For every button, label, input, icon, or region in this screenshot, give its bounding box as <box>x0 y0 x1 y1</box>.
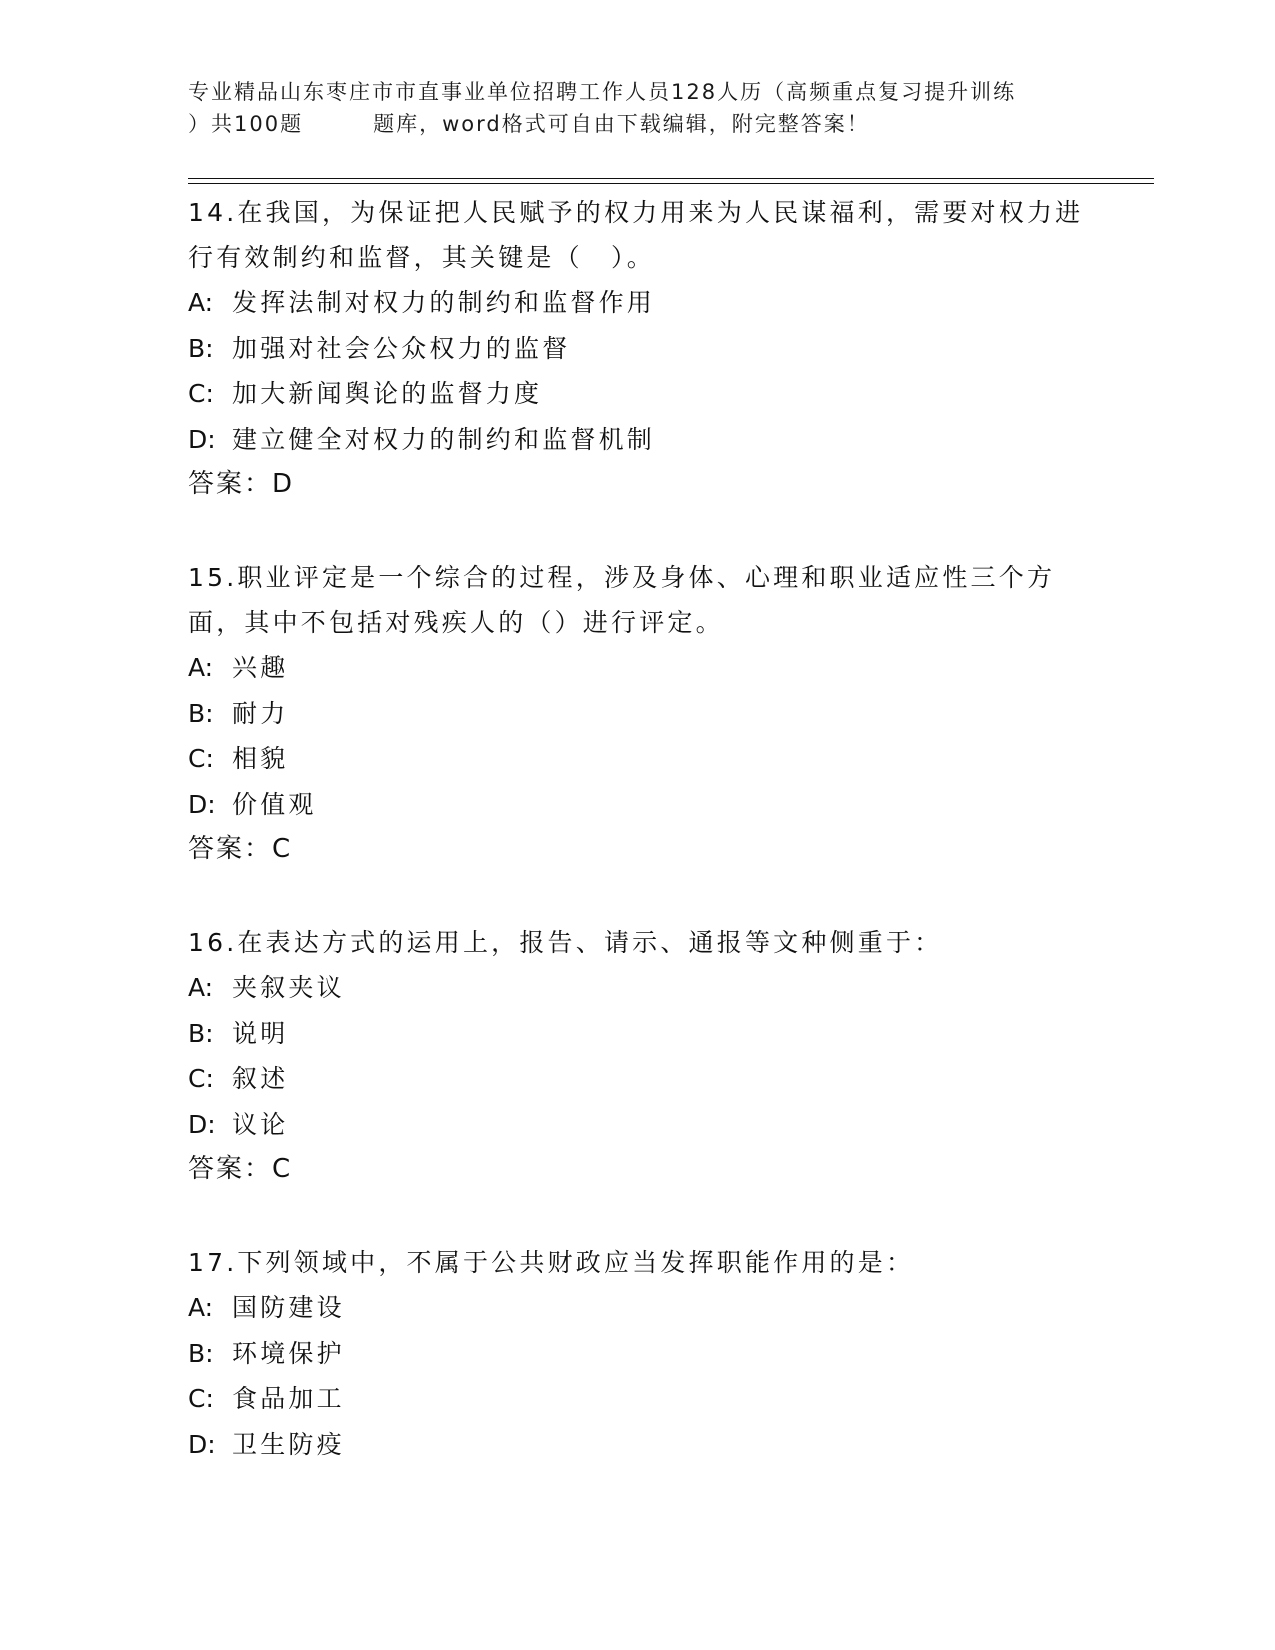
option-text: 环境保护 <box>232 1338 345 1368</box>
option-text: 卫生防疫 <box>232 1429 345 1459</box>
option-label: D: <box>188 424 216 454</box>
option-b <box>188 1331 1088 1377</box>
option-label: C: <box>188 1384 214 1413</box>
question-text: 14.在我国，为保证把人民赋予的权力用来为人民谋福利，需要对权力进行有效制约和监督，其关键是（ ）。 <box>188 198 1084 272</box>
option-text: 加强对社会公众权力的监督 <box>232 333 571 363</box>
document-header <box>188 76 1088 140</box>
question-17 <box>188 1240 1088 1467</box>
header-line-1: 专业精品山东枣庄市市直事业单位招聘工作人员128人历（高频重点复习提升训练 <box>188 80 1017 104</box>
answer-line: 答案：C <box>188 834 293 864</box>
option-d <box>188 782 1088 828</box>
option-b <box>188 326 1088 372</box>
option-a <box>188 1285 1088 1331</box>
question-text: 15.职业评定是一个综合的过程，涉及身体、心理和职业适应性三个方面，其中不包括对残疾人的（）进行评定。 <box>188 563 1056 637</box>
option-label: B: <box>188 698 214 728</box>
option-label: B: <box>188 1338 214 1368</box>
option-label: C: <box>188 1064 214 1093</box>
option-text: 夹叙夹议 <box>232 973 345 1002</box>
question-16 <box>188 920 1088 1192</box>
option-c <box>188 736 1088 782</box>
question-14 <box>188 190 1088 507</box>
option-label: B: <box>188 333 214 363</box>
option-d <box>188 1102 1088 1148</box>
header-divider-top <box>188 178 1154 179</box>
option-label: D: <box>188 789 216 819</box>
option-text: 发挥法制对权力的制约和监督作用 <box>232 288 656 317</box>
answer-line: 答案：C <box>188 1154 293 1184</box>
header-line-2-left: ）共100题 <box>188 112 304 136</box>
option-a <box>188 965 1088 1011</box>
option-label: B: <box>188 1018 214 1048</box>
option-label: C: <box>188 379 214 408</box>
option-text: 价值观 <box>232 789 317 819</box>
option-text: 国防建设 <box>232 1293 345 1322</box>
question-15 <box>188 555 1088 872</box>
header-divider-bottom <box>188 183 1154 184</box>
option-label: A: <box>188 1293 214 1322</box>
option-text: 议论 <box>232 1109 289 1139</box>
option-label: A: <box>188 973 214 1002</box>
header-line-2-right: 题库，word格式可自由下载编辑，附完整答案！ <box>373 112 870 136</box>
question-list <box>188 190 1088 1467</box>
option-text: 加大新闻舆论的监督力度 <box>232 379 543 408</box>
option-d <box>188 1422 1088 1468</box>
option-text: 建立健全对权力的制约和监督机制 <box>232 424 656 454</box>
option-text: 耐力 <box>232 698 289 728</box>
question-text: 17.下列领域中，不属于公共财政应当发挥职能作用的是： <box>188 1248 915 1277</box>
answer-line: 答案：D <box>188 469 295 499</box>
option-a <box>188 280 1088 326</box>
option-d <box>188 417 1088 463</box>
option-text: 食品加工 <box>232 1384 345 1413</box>
option-text: 叙述 <box>232 1064 289 1093</box>
option-label: A: <box>188 653 214 682</box>
question-text: 16.在表达方式的运用上，报告、请示、通报等文种侧重于： <box>188 928 943 957</box>
option-text: 相貌 <box>232 744 289 773</box>
option-b <box>188 691 1088 737</box>
option-a <box>188 645 1088 691</box>
option-c <box>188 1376 1088 1422</box>
option-b <box>188 1011 1088 1057</box>
option-label: D: <box>188 1429 216 1459</box>
option-text: 说明 <box>232 1018 289 1048</box>
option-label: D: <box>188 1109 216 1139</box>
option-c <box>188 1056 1088 1102</box>
option-c <box>188 371 1088 417</box>
option-label: A: <box>188 288 214 317</box>
option-label: C: <box>188 744 214 773</box>
option-text: 兴趣 <box>232 653 289 682</box>
header-line-2 <box>188 108 1088 140</box>
